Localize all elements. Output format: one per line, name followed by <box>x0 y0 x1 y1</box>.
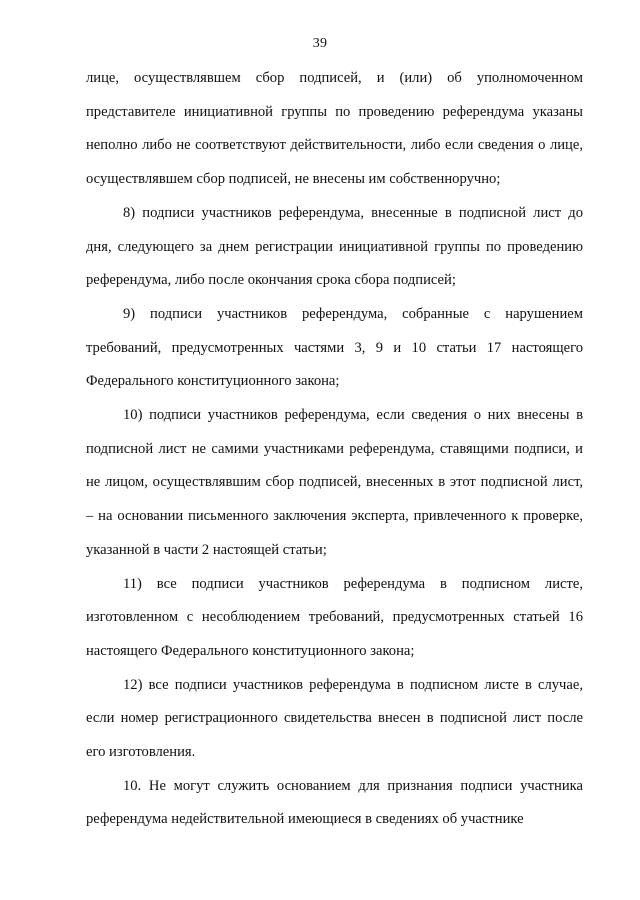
document-body <box>86 62 583 837</box>
page-number: 39 <box>312 36 328 51</box>
paragraph-item-9: 9) подписи участников референдума, собранные с нарушением требований, предусмотренных частями 3, 9 и 10 статьи 17 настоящего Федерального конституционного закона; <box>86 305 583 390</box>
paragraph-continuation: лице, осуществлявшем сбор подписей, и (или) об уполномоченном представителе инициативной группы по проведению референдума указаны неполно либо не соответствуют действительности, либо если сведения о лице, осуществлявшем сбор подписей, не внесены им собственноручно; <box>86 70 583 188</box>
paragraph-item-8: 8) подписи участников референдума, внесенные в подписной лист до дня, следующего за днем регистрации инициативной группы по проведению референдума, либо после окончания срока сбора подписей; <box>86 204 583 289</box>
paragraph-section-10: 10. Не могут служить основанием для признания подписи участника референдума недействительной имеющиеся в сведениях об участнике <box>86 777 583 828</box>
paragraph-item-10: 10) подписи участников референдума, если сведения о них внесены в подписной лист не самими участниками референдума, ставящими подписи, и не лицом, осуществлявшим сбор подписей, внесенных в этот подписной лист, – на основании письменного заключения эксперта, привлеченного к проверке, указанной в части 2 настоящей статьи; <box>86 407 583 558</box>
paragraph-item-11: 11) все подписи участников референдума в подписном листе, изготовленном с несоблюдением требований, предусмотренных статьей 16 настоящего Федерального конституционного закона; <box>86 575 583 659</box>
paragraph-item-12: 12) все подписи участников референдума в подписном листе в случае, если номер регистрационного свидетельства внесен в подписной лист после его изготовления. <box>86 676 583 761</box>
